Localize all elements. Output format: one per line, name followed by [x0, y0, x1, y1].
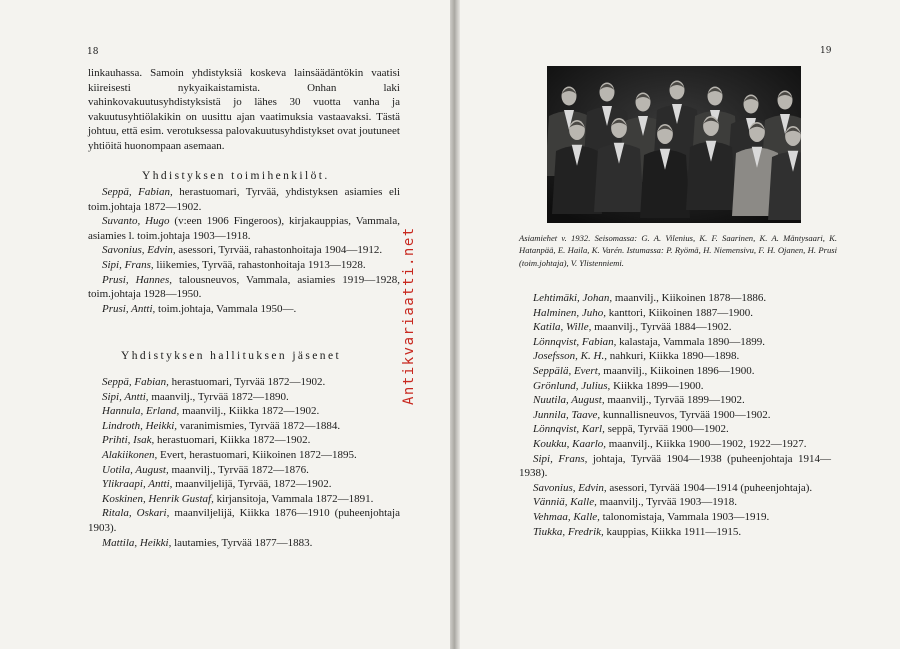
entry-details: liikemies, Tyrvää, rahastonhoitaja 1913—1928.: [153, 258, 366, 271]
book-gutter: [450, 0, 460, 649]
list-entry: [519, 335, 831, 350]
list-entry: [519, 320, 831, 335]
entry-details: maanvilj., Tyrvää 1884—1902.: [591, 321, 732, 334]
entry-name: Prihti, Isak,: [102, 434, 155, 447]
board-list-continued: [519, 291, 831, 539]
entry-name: Tiukka, Fredrik,: [533, 525, 604, 538]
entry-name: Suvanto, Hugo: [102, 215, 170, 228]
list-entry: [88, 243, 400, 258]
page-number-right: 19: [820, 46, 832, 56]
list-entry: [519, 291, 831, 306]
list-entry: [519, 422, 831, 437]
entry-name: Katila, Wille,: [533, 321, 592, 334]
entry-details: maanvilj., Kiikoinen 1878—1886.: [612, 292, 767, 304]
entry-details: kunnallisneuvos, Tyrvää 1900—1902.: [600, 408, 771, 421]
entry-name: Savonius, Edvin,: [533, 481, 607, 494]
entry-details: herastuomari, Kiikka 1872—1902.: [154, 434, 311, 447]
entry-name: Prusi, Antti,: [102, 302, 156, 315]
entry-details: (v:een 1906 Fingeroos), kirjakauppias, Vammala, asiamies l. toim.johtaja 1903—1918.: [88, 215, 400, 242]
watermark-text: Antikvariaatti.net: [401, 226, 417, 405]
list-entry: [88, 302, 400, 317]
entry-name: Koskinen, Henrik Gustaf,: [102, 492, 214, 505]
entry-details: johtaja, Tyrvää 1904—1938 (puheenjohtaja 1914—1938).: [519, 452, 831, 480]
list-entry: [519, 452, 831, 481]
board-heading: Yhdistyksen hallituksen jäsenet: [121, 350, 342, 362]
entry-details: talonomistaja, Vammala 1903—1919.: [599, 510, 770, 523]
entry-name: Nuutila, August,: [533, 394, 605, 407]
list-entry: [519, 437, 831, 452]
list-entry: [88, 536, 400, 551]
entry-name: Uotila, August,: [102, 463, 169, 476]
entry-name: Sipi, Antti,: [102, 390, 149, 403]
entry-name: Lönnqvist, Fabian,: [533, 335, 617, 348]
list-entry: [88, 477, 400, 492]
entry-name: Alakiikonen,: [102, 448, 158, 461]
board-list: [88, 375, 400, 550]
list-entry: [519, 364, 831, 379]
list-entry: [519, 349, 831, 364]
entry-name: Seppälä, Evert,: [533, 364, 601, 377]
entry-details: maanviljelijä, Kiikka 1876—1910 (puheenjohtaja 1903).: [88, 507, 400, 534]
entry-details: maanvilj., Tyrvää 1872—1890.: [148, 390, 289, 403]
entry-name: Mattila, Heikki,: [102, 536, 172, 549]
officers-heading: Yhdistyksen toimihenkilöt.: [142, 170, 330, 182]
officers-list: [88, 185, 400, 316]
entry-details: kanttori, Kiikoinen 1887—1900.: [606, 306, 753, 319]
entry-name: Ylikraapi, Antti,: [102, 478, 173, 491]
list-entry: [88, 463, 400, 478]
entry-details: herastuomari, Tyrvää 1872—1902.: [168, 376, 326, 388]
list-entry: [88, 419, 400, 434]
entry-name: Seppä, Fabian,: [102, 186, 173, 198]
entry-name: Ritala, Oskari,: [102, 507, 170, 520]
entry-name: Vänniä, Kalle,: [533, 496, 597, 509]
list-entry: [88, 214, 400, 243]
entry-name: Lindroth, Heikki,: [102, 419, 178, 432]
page-number-left: 18: [87, 47, 99, 57]
entry-name: Vehmaa, Kalle,: [533, 510, 600, 523]
entry-name: Seppä, Fabian,: [102, 376, 169, 388]
intro-paragraph: [88, 66, 400, 153]
list-entry: [88, 492, 400, 507]
list-entry: [519, 481, 831, 496]
entry-name: Sipi, Frans,: [533, 452, 588, 465]
list-entry: [519, 379, 831, 394]
entry-details: maanvilj., Tyrvää 1899—1902.: [604, 394, 745, 407]
entry-details: talousneuvos, Vammala, asiamies 1919—1928, toim.johtaja 1928—1950.: [88, 273, 400, 301]
list-entry: [519, 408, 831, 423]
list-entry: [88, 273, 400, 302]
entry-details: maanvilj., Tyrvää 1872—1876.: [168, 463, 309, 476]
list-entry: [88, 404, 400, 419]
entry-details: Kiikka 1899—1900.: [610, 379, 704, 392]
entry-name: Hannula, Erland,: [102, 405, 180, 418]
list-entry: [519, 306, 831, 321]
entry-name: Grönlund, Julius,: [533, 379, 611, 392]
list-entry: [88, 433, 400, 448]
entry-details: lautamies, Tyrvää 1877—1883.: [171, 536, 313, 549]
entry-details: maanvilj., Tyrvää 1903—1918.: [596, 496, 738, 509]
entry-name: Junnila, Taave,: [533, 408, 601, 421]
entry-name: Halminen, Juho,: [533, 306, 607, 319]
entry-name: Lönnqvist, Karl,: [533, 423, 605, 436]
entry-name: Koukku, Kaarlo,: [533, 437, 607, 450]
entry-details: maanvilj., Kiikoinen 1896—1900.: [600, 364, 755, 377]
list-entry: [88, 375, 400, 390]
entry-details: maanviljelijä, Tyrvää, 1872—1902.: [172, 478, 332, 491]
entry-details: kauppias, Kiikka 1911—1915.: [603, 525, 742, 538]
entry-details: kalastaja, Vammala 1890—1899.: [616, 335, 765, 348]
list-entry: [519, 525, 831, 540]
entry-name: Sipi, Frans,: [102, 258, 154, 271]
entry-details: kirjansitoja, Vammala 1872—1891.: [213, 492, 374, 505]
entry-name: Lehtimäki, Johan,: [533, 292, 613, 304]
list-entry: [88, 185, 400, 214]
group-photo-image: [547, 66, 801, 223]
entry-details: varanimismies, Tyrvää 1872—1884.: [177, 419, 341, 432]
list-entry: [519, 510, 831, 525]
list-entry: [88, 258, 400, 273]
entry-details: toim.johtaja, Vammala 1950—.: [155, 302, 297, 315]
entry-details: herastuomari, Tyrvää, yhdistyksen asiamies eli toim.johtaja 1872—1902.: [88, 186, 400, 213]
entry-details: asessori, Tyrvää 1904—1914 (puheenjohtaja).: [606, 481, 813, 494]
entry-details: seppä, Tyrvää 1900—1902.: [604, 423, 729, 436]
entry-name: Savonius, Edvin,: [102, 244, 176, 257]
list-entry: [88, 390, 400, 405]
entry-details: maanvilj., Kiikka 1872—1902.: [179, 405, 320, 418]
list-entry: [519, 495, 831, 510]
entry-details: nahkuri, Kiikka 1890—1898.: [606, 350, 740, 363]
entry-details: asessori, Tyrvää, rahastonhoitaja 1904—1912.: [175, 244, 383, 257]
list-entry: [88, 448, 400, 463]
entry-name: Prusi, Hannes,: [102, 273, 172, 286]
entry-details: maanvilj., Kiikka 1900—1902, 1922—1927.: [606, 437, 807, 450]
intro-text: linkauhassa. Samoin yhdistyksiä koskeva lainsäädäntökin vaatisi kiireisesti nykyaikaistamista. Onhan laki vahinkovakuutusyhdistyksistä jo lähes 30 vuotta vanha ja vakuutusyhtiölakikin on uusittu ajan vaatimuksia vastaavaksi. Tästä johtuu, että esim. verotuksessa palovakuutusyhdistykset ovat joutuneet yhtiöitä huonompaan asemaan.: [88, 67, 400, 152]
entry-details: Evert, herastuomari, Kiikoinen 1872—1895.: [157, 448, 357, 461]
list-entry: [88, 506, 400, 535]
list-entry: [519, 393, 831, 408]
photo-caption: Asiamiehet v. 1932. Seisomassa: G. A. Vilenius, K. F. Saarinen, K. A. Mäntysaari, K. Hatanpää, E. Haila, K. Varén. Istumassa: P. Ryömä, H. Niemensivu, F. H. Ojanen, H. Prusi (toim.johtaja), V. Ylistenniemi.: [519, 233, 837, 268]
group-photo: [547, 66, 801, 223]
entry-name: Josefsson, K. H.,: [533, 350, 607, 363]
